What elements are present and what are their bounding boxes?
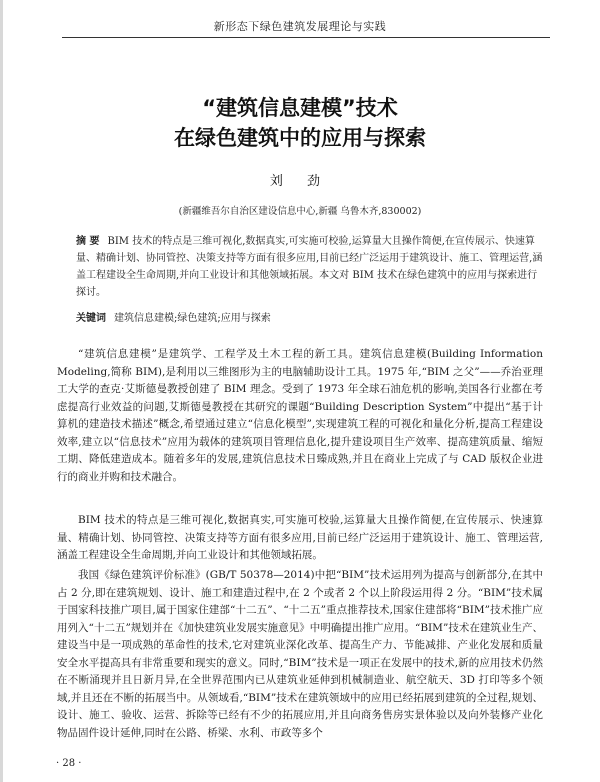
abstract-label: 摘 要: [76, 236, 100, 247]
author-name: 刘 劲: [269, 174, 331, 189]
keywords: [76, 309, 546, 324]
article-title-line2: 在绿色建筑中的应用与探索: [174, 126, 426, 150]
article-title-line1: “建筑信息建模”技术: [202, 96, 398, 120]
abstract-text: BIM 技术的特点是三维可视化,数据真实,可实施可校验,运算量大且操作简便,在宣传展示、快速算量、精确计划、协同管控、决策支持等方面有很多应用,目前已经广泛运用于建筑设计、施工、管理运营,涵盖工程建设全生命周期,并向工业设计和其他领域拓展。本文对 BIM 技术在绿色建筑中的应用与探索进行探讨。: [76, 236, 543, 298]
author-affiliation: (新疆维吾尔自治区建设信息中心,新疆 乌鲁木齐,830002): [178, 206, 422, 217]
body-paragraph: 我国《绿色建筑评价标准》(GB/T 50378—2014)中把“BIM”技术运用列为提高与创新部分,在其中占 2 分,即在建筑规划、设计、施工和建造过程中,在 2 个或者 2 个以上阶段运用得 2 分。“BIM”技术属于国家科技推广项目,属于国家住建部“十二五”、“十二五”重点推荐技术,国家住建部将“BIM”技术推广应用列入“十二五”规划并在《加快建筑业发展实施意见》中明确提出推广应用。“BIM”技术在建筑业生产、建设当中是一项成熟的革命性的技术,它对建筑业深化改革、提高生产力、节能减排、产业化发展和质量安全水平提高具有非常重要和现实的意义。同时,“BIM”技术是一项正在发展中的技术,新的应用技术仍然在不断涌现并且日新月异,在全世界范围内已从建筑业延伸到机械制造业、航空航天、3D 打印等多个领域,并且还在不断的拓展当中。从领域看,“BIM”技术在建筑领域中的应用已经拓展到建筑的全过程,规划、设计、施工、验收、运营、拆除等已经有不少的拓展应用,并且向商务售房实景体验以及向外装修产业化物品固件设计延伸,同时在公路、桥梁、水利、市政等多个: [57, 569, 543, 739]
header-divider: [62, 37, 550, 38]
abstract: [76, 233, 546, 301]
running-header: 新形态下绿色建筑发展理论与实践: [213, 20, 387, 33]
keywords-label: 关键词: [76, 313, 106, 324]
keywords-text: 建筑信息建模;绿色建筑;应用与探索: [114, 313, 271, 324]
page-number: · 28 ·: [56, 758, 82, 769]
body-paragraph: BIM 技术的特点是三维可视化,数据真实,可实施可校验,运算量大且操作简便,在宣传展示、快速算量、精确计划、协同管控、决策支持等方面有很多应用,目前已经广泛运用于建筑设计、施工、管理运营,涵盖工程建设全生命周期,并向工业设计和其他领域拓展。: [57, 514, 543, 561]
body-paragraph: “建筑信息建模”是建筑学、工程学及土木工程的新工具。建筑信息建模(Building Information Modeling,简称 BIM),是利用以三维图形为主的电脑辅助设计工具。1975 年,“BIM 之父”——乔治亚理工大学的查克·艾斯德曼教授创建了 BIM 理念。受到了 1973 年全球石油危机的影响,美国各行业都在考虑提高行业效益的问题,艾斯德曼教授在其研究的课题“Building Description System”中提出“基于计算机的建造技术描述”概念,希望通过建立“信息化模型”,实现建筑工程的可视化和量化分析,提高工程建设效率,建立以“信息技术”应用为载体的建筑项目管理信息化,提升建设项目生产效率、提高建筑质量、缩短工期、降低建造成本。随着多年的发展,建筑信息技术日臻成熟,并且在商业上完成了与 CAD 版权企业进行的商业并购和技术融合。: [57, 348, 543, 483]
